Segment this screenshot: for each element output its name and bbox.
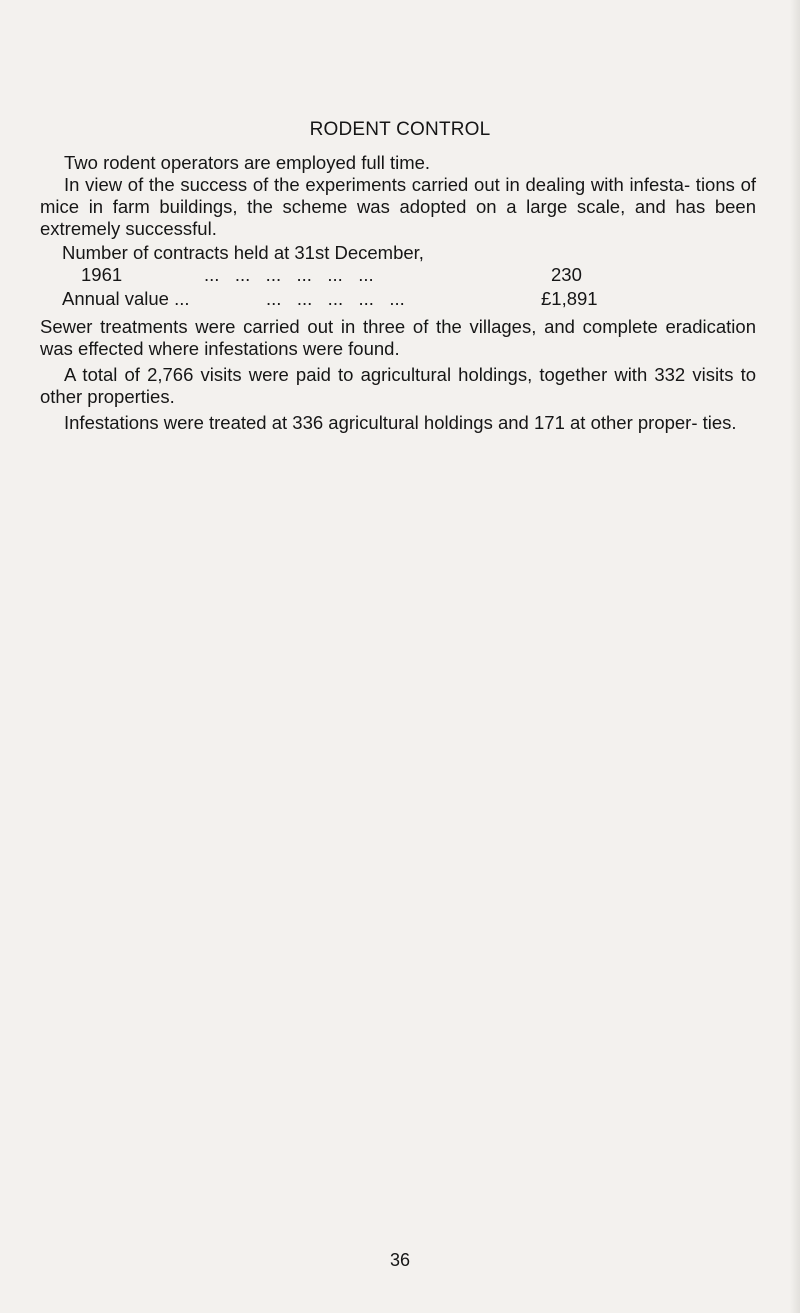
paragraph-sewer-treatments: Sewer treatments were carried out in three of the villages, and complete eradication was effected where infestations were found. [40, 316, 756, 359]
contracts-value: 230 [551, 264, 582, 285]
contracts-label-line1: Number of contracts held at 31st December, [62, 242, 424, 263]
paragraph-experiments: In view of the success of the experiments carried out in dealing with infesta- tions of mice in farm buildings, the scheme was adopted on a large scale, and has been extremely successful. [40, 174, 756, 239]
annual-leader-dots: ... ... ... ... ... [266, 288, 405, 309]
page-edge-shadow [790, 0, 800, 1313]
paragraph-visits: A total of 2,766 visits were paid to agricultural holdings, together with 332 visits to other properties. [40, 364, 756, 407]
annual-value: £1,891 [541, 288, 598, 309]
contracts-label-line2: 1961 [81, 264, 123, 285]
page-number: 36 [389, 1250, 411, 1270]
section-heading: RODENT CONTROL [309, 119, 491, 140]
paragraph-infestations: Infestations were treated at 336 agricultural holdings and 171 at other proper- ties. [64, 412, 737, 433]
contracts-leader-dots: ... ... ... ... ... ... [204, 264, 374, 285]
paragraph-operators: Two rodent operators are employed full time. [64, 152, 431, 173]
annual-value-label: Annual value ... [62, 288, 190, 309]
